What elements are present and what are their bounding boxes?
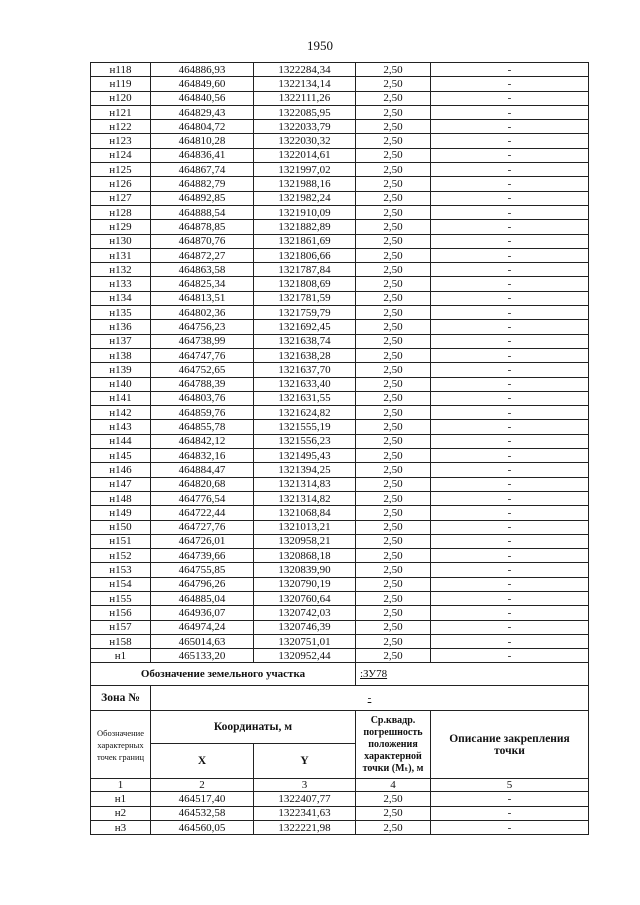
point-id: н151 — [91, 534, 151, 548]
coord-x: 464849,60 — [151, 77, 254, 91]
col-number-1: 1 — [91, 779, 151, 792]
description: - — [431, 821, 589, 835]
description: - — [431, 563, 589, 577]
description: - — [431, 649, 589, 663]
description: - — [431, 163, 589, 177]
coord-y: 1320751,01 — [254, 634, 356, 648]
error-value: 2,50 — [356, 320, 431, 334]
table-row — [91, 320, 589, 334]
coord-y: 1321068,84 — [254, 506, 356, 520]
coord-y: 1321495,43 — [254, 449, 356, 463]
description: - — [431, 334, 589, 348]
description: - — [431, 391, 589, 405]
coord-y: 1321787,84 — [254, 263, 356, 277]
point-id: н136 — [91, 320, 151, 334]
description: - — [431, 120, 589, 134]
table-row — [91, 477, 589, 491]
coord-x: 464859,76 — [151, 406, 254, 420]
description: - — [431, 491, 589, 505]
zone-label: Зона № — [91, 686, 151, 711]
coord-x: 464726,01 — [151, 534, 254, 548]
error-value: 2,50 — [356, 520, 431, 534]
coord-y: 1321314,82 — [254, 491, 356, 505]
coord-x: 464802,36 — [151, 306, 254, 320]
parcel-value: :ЗУ78 — [360, 668, 388, 681]
point-id: н154 — [91, 577, 151, 591]
error-value: 2,50 — [356, 806, 431, 820]
table-row — [91, 177, 589, 191]
error-value: 2,50 — [356, 606, 431, 620]
table-row — [91, 420, 589, 434]
coord-x: 464776,54 — [151, 491, 254, 505]
coord-x: 464892,85 — [151, 191, 254, 205]
error-value: 2,50 — [356, 363, 431, 377]
coord-y: 1322221,98 — [254, 821, 356, 835]
coord-x: 464863,58 — [151, 263, 254, 277]
coord-y: 1320742,03 — [254, 606, 356, 620]
coord-x: 464796,26 — [151, 577, 254, 591]
coord-x: 464888,54 — [151, 205, 254, 219]
table-row — [91, 434, 589, 448]
error-value: 2,50 — [356, 348, 431, 362]
point-id: н156 — [91, 606, 151, 620]
error-value: 2,50 — [356, 434, 431, 448]
parcel-label: Обозначение земельного участка — [91, 663, 356, 686]
description: - — [431, 91, 589, 105]
parcel-section — [91, 663, 589, 792]
error-value: 2,50 — [356, 463, 431, 477]
table-row — [91, 534, 589, 548]
point-id: н132 — [91, 263, 151, 277]
coord-x: 464722,44 — [151, 506, 254, 520]
point-id: н150 — [91, 520, 151, 534]
error-value: 2,50 — [356, 792, 431, 806]
table-row — [91, 634, 589, 648]
point-id: н1 — [91, 792, 151, 806]
coord-y: 1320760,64 — [254, 591, 356, 605]
col-number-4: 4 — [356, 779, 431, 792]
point-id: н125 — [91, 163, 151, 177]
point-id: н157 — [91, 620, 151, 634]
coord-x: 464803,76 — [151, 391, 254, 405]
table-row — [91, 806, 589, 820]
coord-x: 464885,04 — [151, 591, 254, 605]
header-point-designation: Обозначение характерных точек границ — [91, 711, 151, 779]
table-row — [91, 334, 589, 348]
table-row — [91, 263, 589, 277]
description: - — [431, 234, 589, 248]
error-value: 2,50 — [356, 234, 431, 248]
coord-y: 1320790,19 — [254, 577, 356, 591]
coord-y: 1321982,24 — [254, 191, 356, 205]
error-value: 2,50 — [356, 620, 431, 634]
zone-value-cell — [151, 686, 589, 711]
coord-x: 464820,68 — [151, 477, 254, 491]
coord-x: 464832,16 — [151, 449, 254, 463]
error-value: 2,50 — [356, 105, 431, 119]
coord-x: 464867,74 — [151, 163, 254, 177]
page-number: 1950 — [307, 38, 333, 53]
header-y: Y — [254, 744, 356, 779]
col-number-2: 2 — [151, 779, 254, 792]
coord-y: 1322085,95 — [254, 105, 356, 119]
error-value: 2,50 — [356, 191, 431, 205]
table-row — [91, 220, 589, 234]
coord-y: 1321624,82 — [254, 406, 356, 420]
table-row — [91, 148, 589, 162]
point-id: н127 — [91, 191, 151, 205]
table-row — [91, 591, 589, 605]
description: - — [431, 477, 589, 491]
point-id: н140 — [91, 377, 151, 391]
table-row — [91, 620, 589, 634]
point-id: н134 — [91, 291, 151, 305]
point-id: н131 — [91, 248, 151, 262]
error-value: 2,50 — [356, 634, 431, 648]
coord-y: 1321638,28 — [254, 348, 356, 362]
header-coordinates: Координаты, м — [151, 711, 356, 744]
coord-x: 464532,58 — [151, 806, 254, 820]
coord-x: 464517,40 — [151, 792, 254, 806]
point-id: н135 — [91, 306, 151, 320]
coord-y: 1321556,23 — [254, 434, 356, 448]
point-id: н153 — [91, 563, 151, 577]
description: - — [431, 377, 589, 391]
point-id: н144 — [91, 434, 151, 448]
description: - — [431, 248, 589, 262]
coord-y: 1321808,69 — [254, 277, 356, 291]
point-id: н123 — [91, 134, 151, 148]
error-value: 2,50 — [356, 120, 431, 134]
description: - — [431, 177, 589, 191]
coord-y: 1322014,61 — [254, 148, 356, 162]
coord-y: 1321394,25 — [254, 463, 356, 477]
error-value: 2,50 — [356, 291, 431, 305]
coord-x: 464936,07 — [151, 606, 254, 620]
coord-y: 1320868,18 — [254, 549, 356, 563]
coord-x: 464840,56 — [151, 91, 254, 105]
coord-y: 1321637,70 — [254, 363, 356, 377]
description: - — [431, 620, 589, 634]
error-value: 2,50 — [356, 205, 431, 219]
coord-x: 464872,27 — [151, 248, 254, 262]
error-value: 2,50 — [356, 63, 431, 77]
description: - — [431, 220, 589, 234]
point-id: н1 — [91, 649, 151, 663]
point-id: н141 — [91, 391, 151, 405]
error-value: 2,50 — [356, 549, 431, 563]
error-value: 2,50 — [356, 377, 431, 391]
point-id: н126 — [91, 177, 151, 191]
coord-y: 1322111,26 — [254, 91, 356, 105]
error-value: 2,50 — [356, 91, 431, 105]
table-row — [91, 234, 589, 248]
description: - — [431, 348, 589, 362]
description: - — [431, 363, 589, 377]
point-id: н124 — [91, 148, 151, 162]
error-value: 2,50 — [356, 306, 431, 320]
coord-x: 464727,76 — [151, 520, 254, 534]
description: - — [431, 792, 589, 806]
point-id: н137 — [91, 334, 151, 348]
error-value: 2,50 — [356, 534, 431, 548]
table-row — [91, 63, 589, 77]
coord-x: 464878,85 — [151, 220, 254, 234]
coord-x: 464813,51 — [151, 291, 254, 305]
error-value: 2,50 — [356, 420, 431, 434]
description: - — [431, 434, 589, 448]
point-id: н145 — [91, 449, 151, 463]
coord-x: 464738,99 — [151, 334, 254, 348]
table-row — [91, 134, 589, 148]
error-value: 2,50 — [356, 821, 431, 835]
table-row — [91, 77, 589, 91]
table-row — [91, 792, 589, 806]
point-id: н149 — [91, 506, 151, 520]
coord-x: 464756,23 — [151, 320, 254, 334]
table-row — [91, 577, 589, 591]
point-id: н118 — [91, 63, 151, 77]
table-row — [91, 406, 589, 420]
description: - — [431, 577, 589, 591]
coord-y: 1321555,19 — [254, 420, 356, 434]
coord-x: 464804,72 — [151, 120, 254, 134]
table-row — [91, 205, 589, 219]
coord-y: 1321631,55 — [254, 391, 356, 405]
description: - — [431, 263, 589, 277]
coord-y: 1321781,59 — [254, 291, 356, 305]
table-row — [91, 277, 589, 291]
description: - — [431, 148, 589, 162]
description: - — [431, 277, 589, 291]
coord-x: 464836,41 — [151, 148, 254, 162]
coord-x: 464886,93 — [151, 63, 254, 77]
error-value: 2,50 — [356, 163, 431, 177]
description: - — [431, 134, 589, 148]
coord-y: 1322341,63 — [254, 806, 356, 820]
point-id: н133 — [91, 277, 151, 291]
description: - — [431, 63, 589, 77]
point-id: н158 — [91, 634, 151, 648]
error-value: 2,50 — [356, 477, 431, 491]
point-id: н122 — [91, 120, 151, 134]
table-row — [91, 520, 589, 534]
table-row — [91, 163, 589, 177]
coord-y: 1321633,40 — [254, 377, 356, 391]
point-id: н120 — [91, 91, 151, 105]
coord-y: 1320958,21 — [254, 534, 356, 548]
table-row — [91, 549, 589, 563]
coord-x: 464747,76 — [151, 348, 254, 362]
coord-x: 464560,05 — [151, 821, 254, 835]
description: - — [431, 77, 589, 91]
description: - — [431, 320, 589, 334]
table-row — [91, 306, 589, 320]
table-row — [91, 105, 589, 119]
error-value: 2,50 — [356, 649, 431, 663]
error-value: 2,50 — [356, 148, 431, 162]
coord-y: 1321861,69 — [254, 234, 356, 248]
description: - — [431, 306, 589, 320]
coord-x: 464884,47 — [151, 463, 254, 477]
coord-y: 1321806,66 — [254, 248, 356, 262]
table-row — [91, 363, 589, 377]
error-value: 2,50 — [356, 506, 431, 520]
description: - — [431, 105, 589, 119]
table-row — [91, 449, 589, 463]
point-id: н130 — [91, 234, 151, 248]
coord-y: 1321910,09 — [254, 205, 356, 219]
description: - — [431, 534, 589, 548]
error-value: 2,50 — [356, 563, 431, 577]
coord-x: 464974,24 — [151, 620, 254, 634]
coord-x: 465133,20 — [151, 649, 254, 663]
error-value: 2,50 — [356, 134, 431, 148]
table-row — [91, 391, 589, 405]
coord-y: 1321988,16 — [254, 177, 356, 191]
coord-x: 464752,65 — [151, 363, 254, 377]
table-row — [91, 348, 589, 362]
error-value: 2,50 — [356, 177, 431, 191]
error-value: 2,50 — [356, 391, 431, 405]
description: - — [431, 291, 589, 305]
description: - — [431, 606, 589, 620]
zone-value: - — [367, 692, 372, 705]
description: - — [431, 806, 589, 820]
point-id: н148 — [91, 491, 151, 505]
point-id: н152 — [91, 549, 151, 563]
table-row — [91, 91, 589, 105]
error-value: 2,50 — [356, 248, 431, 262]
point-id: н119 — [91, 77, 151, 91]
table-row — [91, 491, 589, 505]
point-id: н143 — [91, 420, 151, 434]
table-row — [91, 377, 589, 391]
point-id: н146 — [91, 463, 151, 477]
table-row — [91, 120, 589, 134]
description: - — [431, 191, 589, 205]
coord-x: 464825,34 — [151, 277, 254, 291]
error-value: 2,50 — [356, 406, 431, 420]
coord-y: 1321759,79 — [254, 306, 356, 320]
error-value: 2,50 — [356, 577, 431, 591]
header-x: X — [151, 744, 254, 779]
point-id: н139 — [91, 363, 151, 377]
coord-y: 1322033,79 — [254, 120, 356, 134]
point-id: н3 — [91, 821, 151, 835]
coord-x: 464882,79 — [151, 177, 254, 191]
table-row — [91, 463, 589, 477]
header-description: Описание закрепления точки — [431, 711, 589, 779]
point-id: н147 — [91, 477, 151, 491]
coord-y: 1321638,74 — [254, 334, 356, 348]
error-value: 2,50 — [356, 491, 431, 505]
description: - — [431, 634, 589, 648]
description: - — [431, 520, 589, 534]
point-id: н121 — [91, 105, 151, 119]
points-rows-zone — [91, 792, 589, 835]
col-number-3: 3 — [254, 779, 356, 792]
table-row — [91, 563, 589, 577]
coord-y: 1322284,34 — [254, 63, 356, 77]
coord-y: 1322134,14 — [254, 77, 356, 91]
table-row — [91, 821, 589, 835]
point-id: н138 — [91, 348, 151, 362]
error-value: 2,50 — [356, 591, 431, 605]
table-row — [91, 248, 589, 262]
description: - — [431, 549, 589, 563]
coord-y: 1321997,02 — [254, 163, 356, 177]
description: - — [431, 591, 589, 605]
table-row — [91, 606, 589, 620]
coord-y: 1320746,39 — [254, 620, 356, 634]
coord-y: 1321882,89 — [254, 220, 356, 234]
coord-y: 1320839,90 — [254, 563, 356, 577]
point-id: н2 — [91, 806, 151, 820]
coord-y: 1322407,77 — [254, 792, 356, 806]
coord-x: 464739,66 — [151, 549, 254, 563]
description: - — [431, 205, 589, 219]
col-number-5: 5 — [431, 779, 589, 792]
boundary-points-table — [90, 62, 589, 835]
table-row — [91, 291, 589, 305]
coord-x: 465014,63 — [151, 634, 254, 648]
error-value: 2,50 — [356, 77, 431, 91]
coord-y: 1320952,44 — [254, 649, 356, 663]
error-value: 2,50 — [356, 449, 431, 463]
header-error: Ср.квадр. погрешность положения характерной точки (Mₜ), м — [356, 711, 431, 779]
error-value: 2,50 — [356, 334, 431, 348]
coord-x: 464870,76 — [151, 234, 254, 248]
error-value: 2,50 — [356, 263, 431, 277]
point-id: н128 — [91, 205, 151, 219]
coord-x: 464842,12 — [151, 434, 254, 448]
coord-x: 464788,39 — [151, 377, 254, 391]
table-row — [91, 191, 589, 205]
coord-x: 464810,28 — [151, 134, 254, 148]
coord-y: 1321692,45 — [254, 320, 356, 334]
description: - — [431, 406, 589, 420]
points-rows — [91, 63, 589, 663]
point-id: н155 — [91, 591, 151, 605]
description: - — [431, 449, 589, 463]
coord-x: 464755,85 — [151, 563, 254, 577]
parcel-value-cell — [356, 663, 589, 686]
point-id: н129 — [91, 220, 151, 234]
coord-y: 1321013,21 — [254, 520, 356, 534]
description: - — [431, 420, 589, 434]
coord-x: 464855,78 — [151, 420, 254, 434]
description: - — [431, 506, 589, 520]
error-value: 2,50 — [356, 220, 431, 234]
point-id: н142 — [91, 406, 151, 420]
description: - — [431, 463, 589, 477]
error-value: 2,50 — [356, 277, 431, 291]
table-row — [91, 649, 589, 663]
table-row — [91, 506, 589, 520]
coord-y: 1321314,83 — [254, 477, 356, 491]
coord-y: 1322030,32 — [254, 134, 356, 148]
coord-x: 464829,43 — [151, 105, 254, 119]
